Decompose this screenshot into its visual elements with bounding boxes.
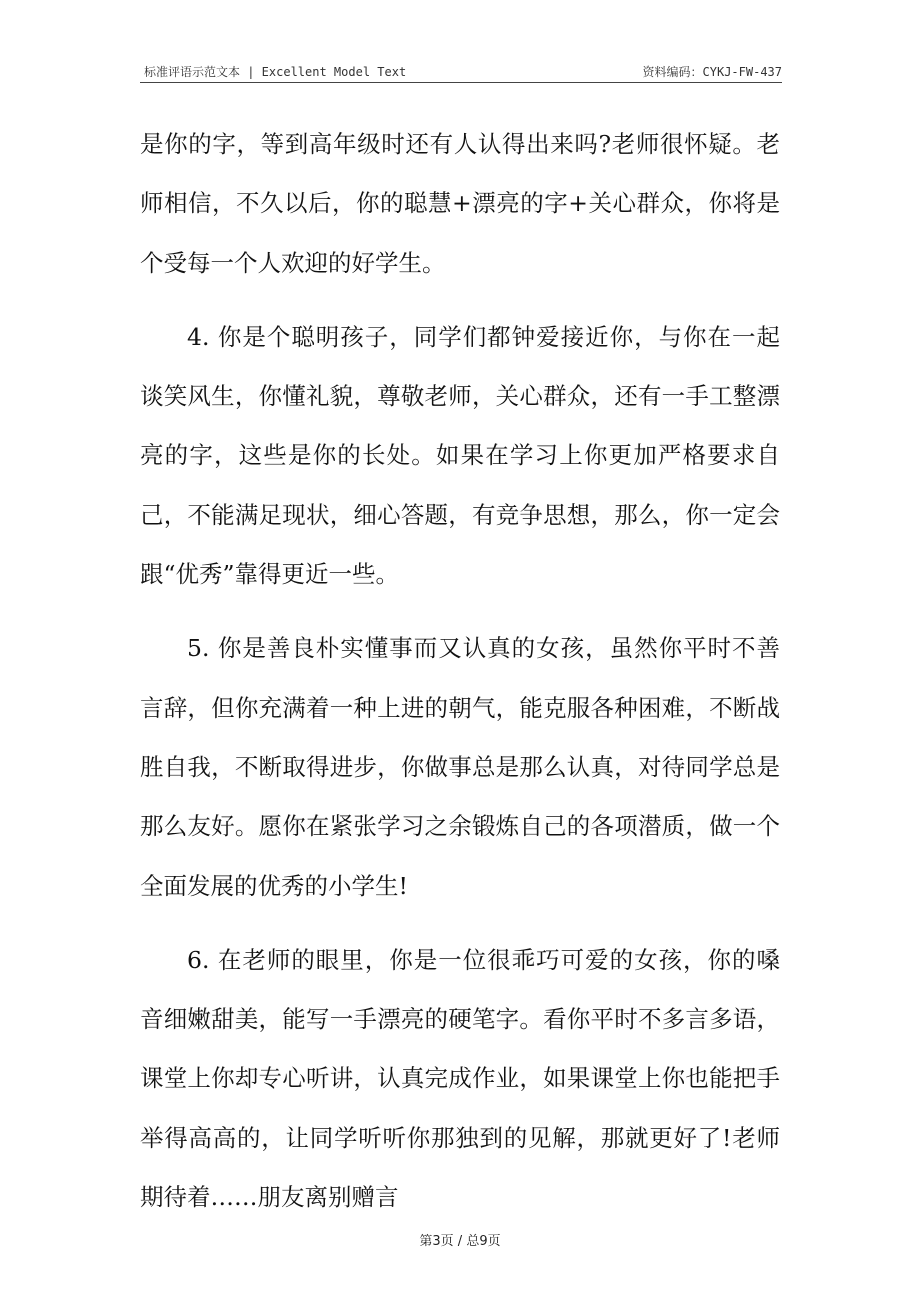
paragraph-continuation: 是你的字，等到高年级时还有人认得出来吗?老师很怀疑。老师相信，不久以后，你的聪慧+漂亮的字+关心群众，你将是个受每一个人欢迎的好学生。	[140, 130, 780, 277]
page-header	[140, 60, 782, 83]
page-number: 第3页 / 总9页	[419, 1234, 501, 1249]
paragraph-item-5: 5. 你是善良朴实懂事而又认真的女孩，虽然你平时不善言辞，但你充满着一种上进的朝气，能克服各种困难，不断战胜自我，不断取得进步，你做事总是那么认真，对待同学总是那么友好。愿你在紧张学习之余锻炼自己的各项潜质，做一个全面发展的优秀的小学生!	[140, 634, 780, 900]
page-footer	[0, 1230, 920, 1249]
document-code: 资料编码：CYKJ-FW-437	[642, 65, 782, 79]
paragraph-item-6: 6. 在老师的眼里，你是一位很乖巧可爱的女孩，你的嗓音细嫩甜美，能写一手漂亮的硬笔字。看你平时不多言多语，课堂上你却专心听讲，认真完成作业，如果课堂上你也能把手举得高高的，让同学听听你那独到的见解，那就更好了!老师期待着……朋友离别赠言	[140, 945, 780, 1212]
document-body	[140, 115, 780, 1227]
header-title: 标准评语示范文本 | Excellent Model Text	[144, 65, 407, 79]
paragraph-item-4: 4. 你是个聪明孩子，同学们都钟爱接近你，与你在一起谈笑风生，你懂礼貌，尊敬老师，关心群众，还有一手工整漂亮的字，这些是你的长处。如果在学习上你更加严格要求自己，不能满足现状，细心答题，有竞争思想，那么，你一定会跟“优秀”靠得更近一些。	[140, 322, 780, 589]
